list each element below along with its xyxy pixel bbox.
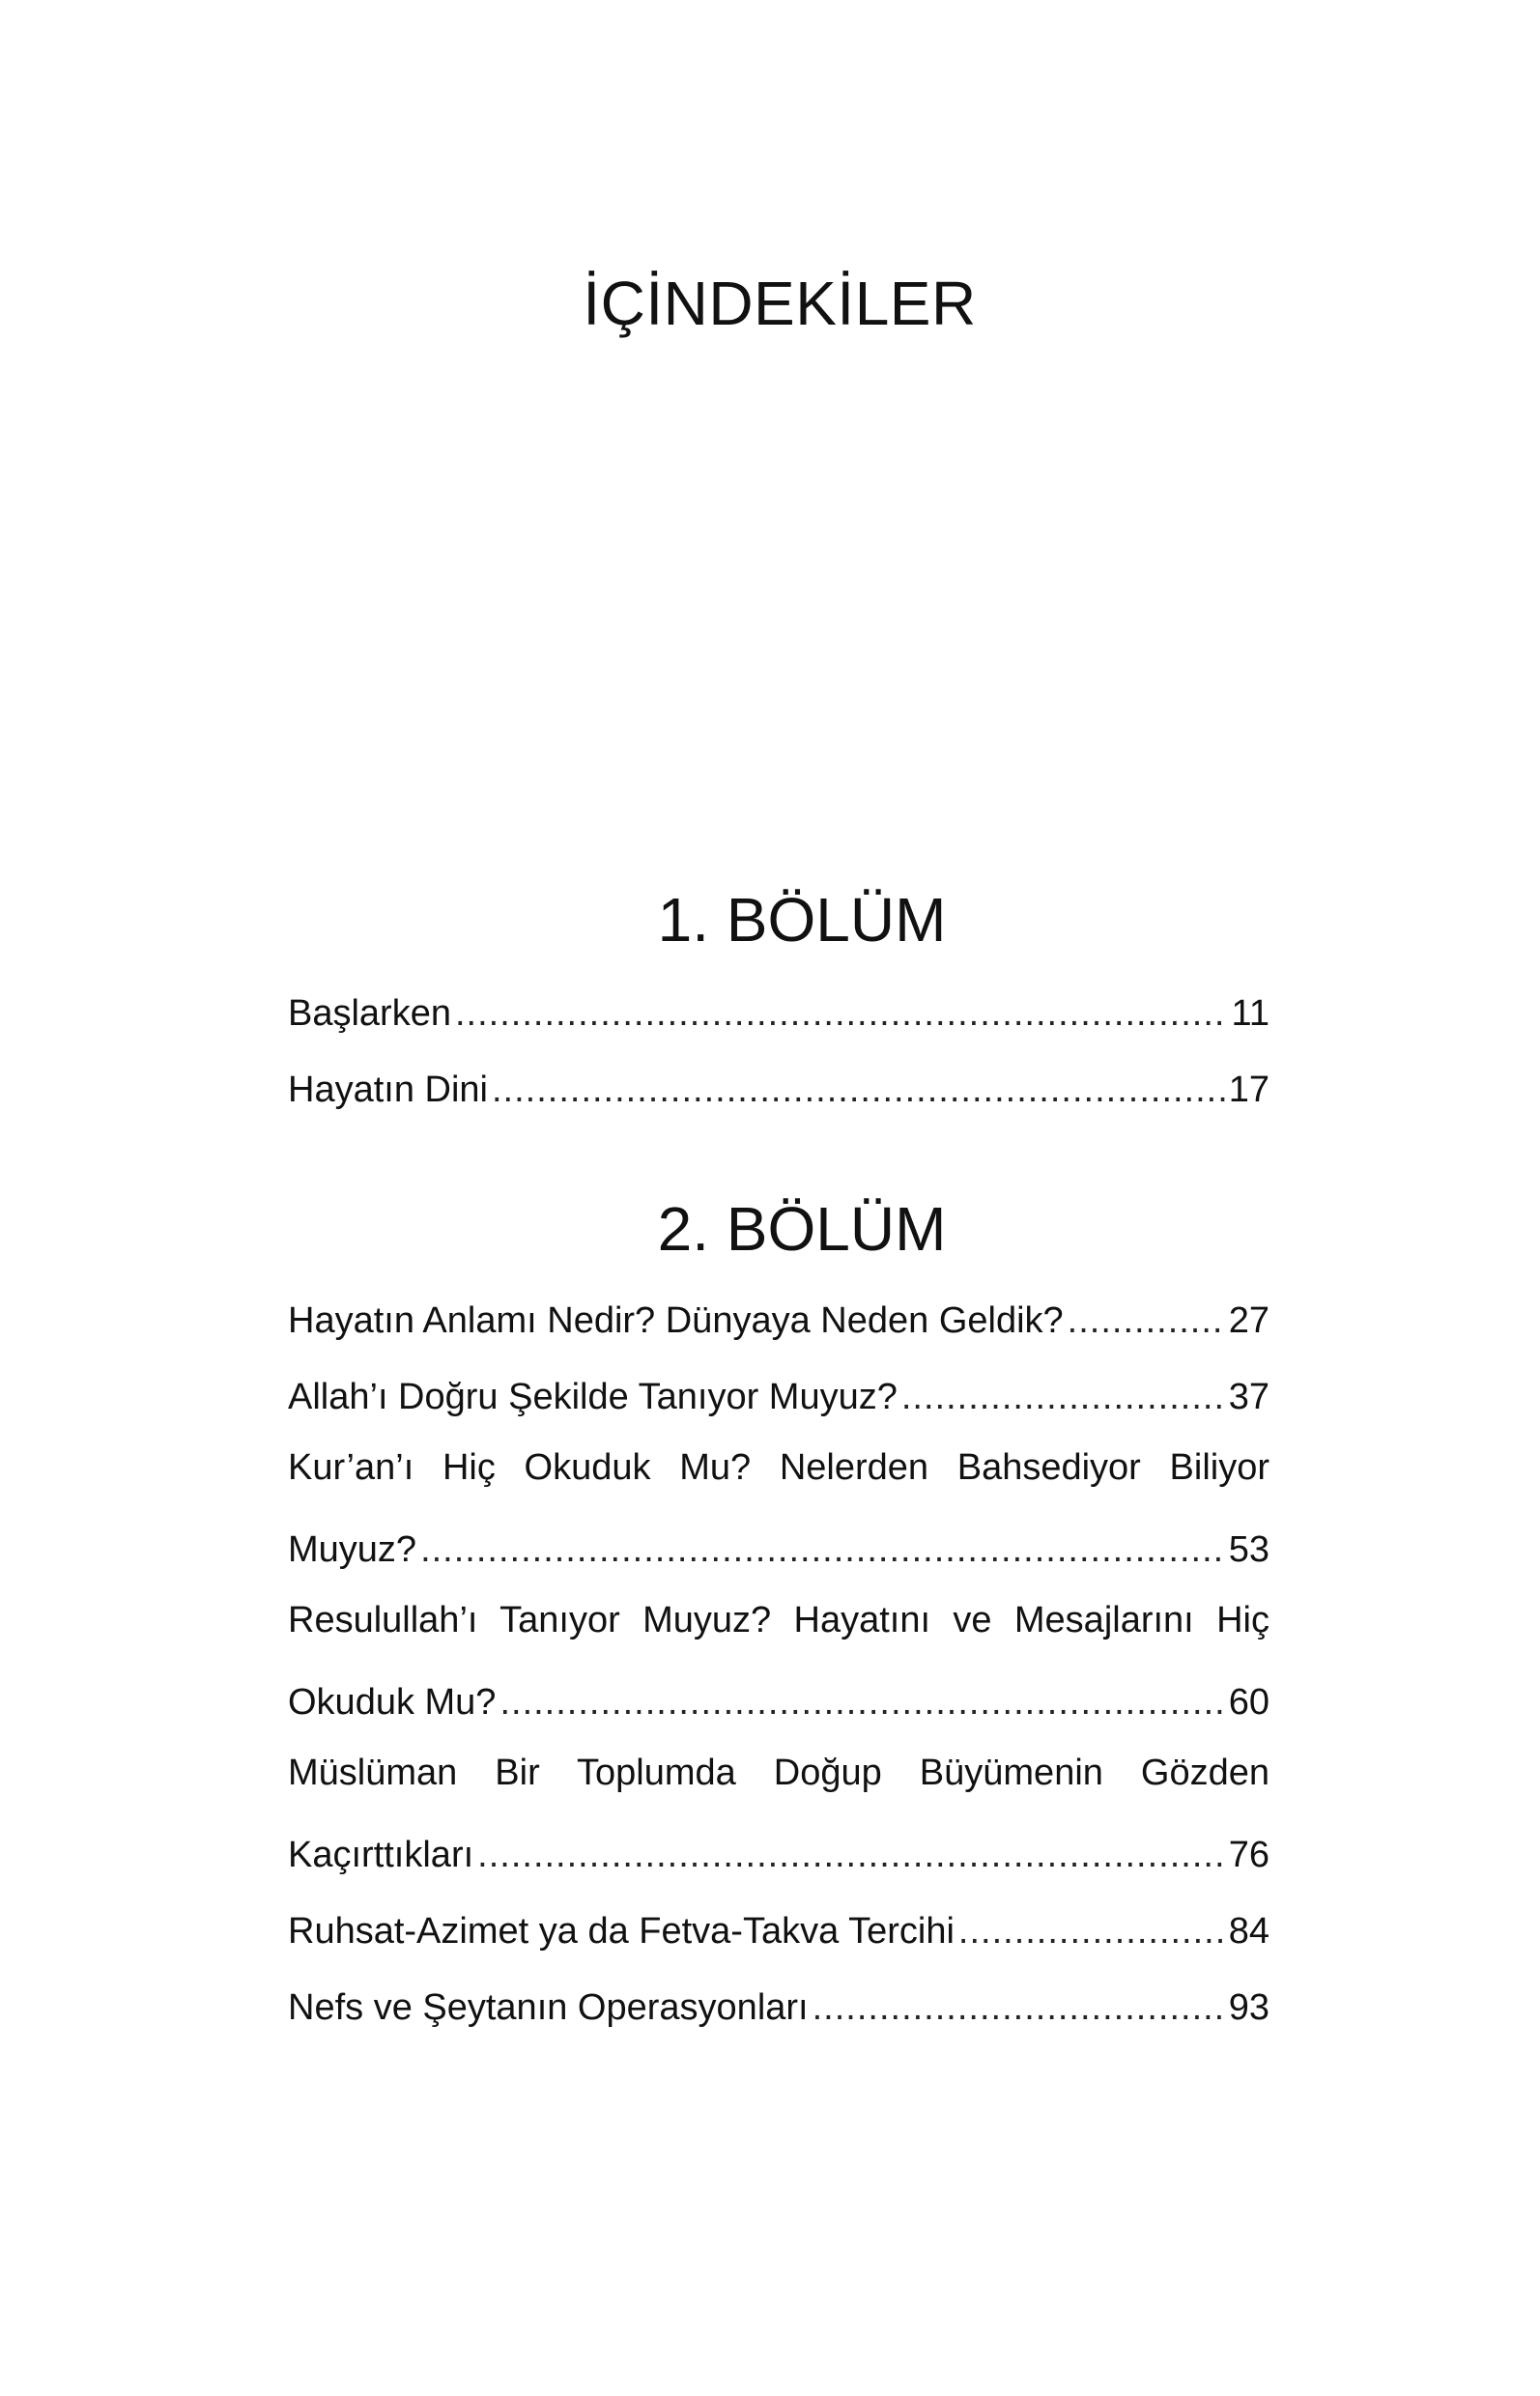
toc-dot-leader xyxy=(1068,1302,1225,1339)
toc-entry-title: Muyuz? xyxy=(288,1529,417,1570)
toc-entry[interactable] xyxy=(288,984,1269,1032)
toc-entry[interactable] xyxy=(288,1825,1269,1873)
toc-dot-leader xyxy=(420,1531,1225,1568)
toc-dot-leader xyxy=(499,1684,1224,1721)
toc-page-number: 53 xyxy=(1228,1529,1269,1570)
toc-entry-title: Okuduk Mu? xyxy=(288,1682,497,1723)
toc-page-number: 37 xyxy=(1228,1377,1269,1417)
toc-page-number: 60 xyxy=(1228,1682,1269,1723)
toc-page-number: 84 xyxy=(1228,1911,1269,1952)
toc-entry[interactable] xyxy=(288,1520,1269,1568)
toc-page-number: 76 xyxy=(1228,1835,1269,1875)
toc-entry-title: Hayatın Dini xyxy=(288,1070,488,1110)
section-heading-1: 1. BÖLÜM xyxy=(657,885,947,955)
toc-entry-title: Nefs ve Şeytanın Operasyonları xyxy=(288,1987,809,2028)
toc-entry-title: Kaçırttıkları xyxy=(288,1835,474,1875)
toc-entry[interactable] xyxy=(288,1060,1269,1108)
toc-dot-leader xyxy=(455,995,1228,1032)
toc-page-number: 93 xyxy=(1228,1987,1269,2028)
toc-dot-leader xyxy=(477,1837,1225,1873)
page-title: İÇİNDEKİLER xyxy=(583,269,977,338)
section-heading-2: 2. BÖLÜM xyxy=(657,1194,947,1264)
toc-entry[interactable] xyxy=(288,1672,1269,1721)
toc-entry-title-line1[interactable]: Resulullah’ı Tanıyor Muyuz? Hayatını ve Mesajlarını Hiç xyxy=(288,1600,1269,1640)
toc-entry-title-line1[interactable]: Kur’an’ı Hiç Okuduk Mu? Nelerden Bahsediyor Biliyor xyxy=(288,1447,1269,1488)
toc-page-number: 17 xyxy=(1228,1070,1269,1110)
toc-page-number: 11 xyxy=(1231,993,1269,1034)
toc-dot-leader xyxy=(813,1989,1225,2026)
toc-entry[interactable] xyxy=(288,1367,1269,1415)
toc-entry[interactable] xyxy=(288,1901,1269,1950)
toc-page-number: 27 xyxy=(1228,1300,1269,1341)
toc-entry[interactable] xyxy=(288,1978,1269,2026)
toc-entry-title: Ruhsat-Azimet ya da Fetva-Takva Tercihi xyxy=(288,1911,955,1952)
toc-entry-title: Hayatın Anlamı Nedir? Dünyaya Neden Geldik? xyxy=(288,1300,1064,1341)
toc-dot-leader xyxy=(492,1071,1225,1108)
toc-entry-title-line1[interactable]: Müslüman Bir Toplumda Doğup Büyümenin Gözden xyxy=(288,1753,1269,1793)
toc-entry-title: Allah’ı Doğru Şekilde Tanıyor Muyuz? xyxy=(288,1377,898,1417)
toc-dot-leader xyxy=(901,1379,1225,1415)
toc-dot-leader xyxy=(958,1913,1225,1950)
toc-entry-title: Başlarken xyxy=(288,993,451,1034)
toc-entry[interactable] xyxy=(288,1291,1269,1339)
